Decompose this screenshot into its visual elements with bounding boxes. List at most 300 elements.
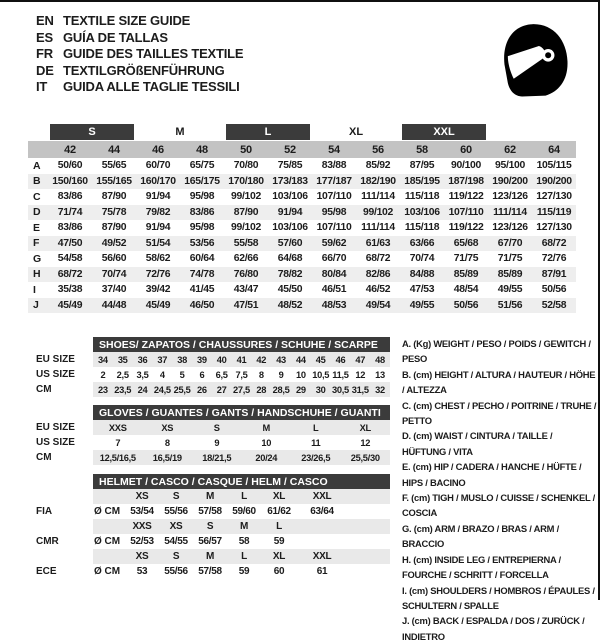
helmet-value-row (35, 504, 390, 519)
helmet-size-label: XS (125, 549, 159, 564)
helmet-size-label: L (227, 489, 261, 504)
size-cell: 8 (258, 369, 264, 380)
helmet-size-value: 52/53 (130, 536, 154, 547)
measure-row-c (28, 189, 576, 205)
size-cell: M (242, 420, 292, 435)
size-cell: 47 (350, 352, 370, 367)
size-cell: 24 (133, 382, 153, 397)
size-cell: 40 (212, 352, 232, 367)
measure-cell: 123/126 (492, 191, 528, 203)
helmet-size-label: XS (159, 519, 193, 534)
size-cell: 41 (232, 352, 252, 367)
measure-cell: 62/66 (233, 253, 259, 265)
helmet-size-value: 55/56 (164, 506, 188, 517)
legend-item: F. (cm) TIGH / MUSLO / CUISSE / SCHENKEL / COSCIA (402, 492, 595, 519)
measure-cell: 95/98 (189, 222, 215, 234)
measure-cell: 49/54 (356, 298, 400, 314)
measure-cell: 173/183 (268, 174, 312, 190)
measure-cell: 70/80 (233, 160, 259, 172)
legend-item: H. (cm) INSIDE LEG / ENTREPIERNA / FOURCHE / SCHRITT / FORCELLA (402, 553, 561, 581)
measure-cell: 43/47 (233, 284, 259, 296)
section-header: HELMET / CASCO / CASQUE / HELM / CASCO (93, 474, 390, 489)
size-cell: L (291, 420, 341, 435)
size-cell: 5 (179, 369, 185, 380)
size-cell: 42 (251, 352, 271, 367)
size-cell: 9 (278, 369, 284, 380)
size-cell: 30,5 (331, 382, 351, 397)
helmet-size-label: L (261, 519, 297, 534)
measure-cell: 111/114 (361, 222, 395, 234)
size-number: 56 (356, 141, 400, 158)
measure-cell: 85/92 (365, 160, 391, 172)
section-header: SHOES/ ZAPATOS / CHAUSSURES / SCHUHE / SCARPE (93, 337, 390, 352)
measure-cell: 47/51 (224, 298, 268, 314)
title-lang: DE (36, 62, 54, 78)
measure-cell: 72/76 (136, 267, 180, 283)
gloves-size-table (35, 405, 390, 465)
measure-cell: 71/74 (48, 205, 92, 221)
legend-item: D. (cm) WAIST / CINTURA / TAILLE / HÜFTUNG / VITA (402, 430, 553, 457)
size-cell: 48 (370, 352, 390, 367)
measure-cell: 78/82 (268, 267, 312, 283)
title-row (36, 46, 243, 63)
helmet-cm-prefix: Ø CM (93, 504, 125, 519)
measure-cell: 48/52 (268, 298, 312, 314)
measure-cell: 50/60 (57, 160, 83, 172)
helmet-size-table (35, 474, 390, 579)
helmet-size-value: 53 (136, 566, 148, 577)
measure-row-h (28, 267, 576, 283)
size-cell: 13 (375, 369, 385, 380)
measure-cell: 72/76 (541, 253, 567, 265)
measure-cell: 190/200 (488, 174, 532, 190)
helmet-size-row (35, 549, 390, 564)
measure-cell: 74/78 (180, 267, 224, 283)
helmet-standard-label: ECE (35, 564, 93, 579)
legend-item: A. (Kg) WEIGHT / PESO / POIDS / GEWITCH / PESO (402, 338, 591, 365)
measure-cell: 47/53 (409, 284, 435, 296)
measure-cell: 127/130 (536, 222, 572, 234)
size-cell: 20/24 (242, 450, 292, 465)
measure-cell: 46/52 (365, 284, 391, 296)
helmet-size-value: 57/58 (198, 566, 222, 577)
section-header-row (35, 337, 390, 352)
measure-cell: 51/54 (136, 236, 180, 252)
measure-cell: 45/49 (48, 298, 92, 314)
size-cell: 23,5 (113, 382, 133, 397)
measure-cell: 87/90 (101, 222, 127, 234)
size-cell: S (192, 420, 242, 435)
measure-cell: 99/102 (356, 205, 400, 221)
size-cell: 23 (93, 382, 113, 397)
measure-cell: 71/75 (453, 253, 479, 265)
measure-cell: 103/106 (400, 205, 444, 221)
measure-row-label: B (28, 174, 48, 190)
size-band-l: L (226, 124, 310, 140)
size-cell: 46 (331, 352, 351, 367)
helmet-size-value: 58 (238, 536, 250, 547)
size-cell: XL (341, 420, 391, 435)
size-cell: 2,5 (116, 369, 129, 380)
size-cell: 38 (172, 352, 192, 367)
measure-cell: 58/62 (145, 253, 171, 265)
shoes-size-table-inner (35, 337, 390, 397)
measure-cell: 54/58 (57, 253, 83, 265)
size-row (35, 420, 390, 435)
measure-row-f (28, 236, 576, 252)
title-lang: FR (36, 46, 53, 61)
title-lang: IT (36, 79, 48, 94)
measure-cell: 155/165 (92, 174, 136, 190)
helmet-size-label: L (227, 549, 261, 564)
size-cell: 25,5 (172, 382, 192, 397)
size-number: 58 (400, 141, 444, 158)
measure-cell: 123/126 (492, 222, 528, 234)
size-band-xxl: XXL (402, 124, 486, 140)
helmet-size-value: 59/60 (232, 506, 256, 517)
helmet-size-value: 53/54 (130, 506, 154, 517)
section-header-row (35, 474, 390, 489)
helmet-size-label: XL (261, 549, 297, 564)
helmet-size-value: 54/55 (164, 536, 188, 547)
size-cell: 2 (100, 369, 106, 380)
measure-cell: 107/110 (316, 191, 352, 203)
size-band-xl: XL (349, 126, 364, 138)
measure-cell: 91/94 (145, 222, 171, 234)
size-row-label: CM (35, 450, 93, 465)
size-cell: 28 (251, 382, 271, 397)
size-row (35, 382, 390, 397)
legend-item: G. (cm) ARM / BRAZO / BRAS / ARM / BRACCIO (402, 522, 559, 550)
gloves-size-table-inner (35, 405, 390, 465)
helmet-standard-label: CMR (35, 534, 93, 549)
measure-row-a (28, 158, 576, 174)
measure-cell: 90/100 (451, 160, 482, 172)
measure-row-label: F (28, 236, 48, 252)
measure-cell: 79/82 (136, 205, 180, 221)
measure-row-j (28, 298, 576, 314)
measure-cell: 111/114 (361, 191, 395, 203)
size-cell: 29 (291, 382, 311, 397)
title-text: TEXTILGRÖßENFÜHRUNG (63, 62, 225, 78)
measure-cell: 39/42 (145, 284, 171, 296)
size-cell: 27,5 (232, 382, 252, 397)
measure-cell: 95/98 (189, 191, 215, 203)
size-cell: 11,5 (332, 369, 349, 380)
measure-row-label: I (33, 283, 36, 296)
measure-cell: 64/68 (277, 253, 303, 265)
title-lang: ES (36, 29, 53, 45)
measure-cell: 119/122 (448, 222, 484, 234)
section-header-row (35, 405, 390, 420)
title-row (36, 63, 243, 80)
title-row (36, 79, 243, 96)
measure-row-label: J (28, 298, 48, 314)
size-band-m: M (175, 126, 185, 138)
legend-item: E. (cm) HIP / CADERA / HANCHE / HÜFTE / HIPS / BACINO (402, 461, 582, 488)
measure-cell: 56/60 (101, 253, 127, 265)
measure-cell: 99/102 (231, 222, 261, 234)
legend-item: C. (cm) CHEST / PECHO / POITRINE / TRUHE / PETTO (402, 399, 597, 427)
measure-cell: 105/115 (536, 160, 572, 172)
measure-cell: 91/94 (268, 205, 312, 221)
measure-cell: 80/84 (312, 267, 356, 283)
helmet-cm-prefix: Ø CM (93, 534, 125, 549)
measure-cell: 127/130 (536, 191, 572, 203)
size-cell: 3,5 (136, 369, 149, 380)
measure-row-d (28, 205, 576, 221)
legend-item: J. (cm) BACK / ESPALDA / DOS / ZURÜCK / INDIETRO (402, 615, 585, 642)
measure-row-b (28, 174, 576, 190)
measure-cell: 187/198 (444, 174, 488, 190)
size-cell: 10 (261, 437, 272, 448)
measure-cell: 85/89 (488, 267, 532, 283)
helmet-standard-label: FIA (35, 504, 93, 519)
measure-cell: 49/52 (92, 236, 136, 252)
helmet-size-value: 61 (316, 566, 328, 577)
legend-item: I. (cm) SHOULDERS / HOMBROS / ÉPAULES / SCHULTERN / SPALLE (402, 584, 595, 611)
measure-row-label: H (28, 267, 48, 283)
size-number: 42 (48, 141, 92, 158)
measure-row-label: E (33, 221, 40, 234)
measure-cell: 49/55 (497, 284, 523, 296)
measure-cell: 103/106 (272, 191, 308, 203)
helmet-size-label: S (193, 519, 227, 534)
size-row-label: US SIZE (35, 367, 93, 382)
size-number: 62 (488, 141, 532, 158)
size-cell: 9 (214, 437, 220, 448)
size-cell: XS (143, 420, 193, 435)
measure-cell: 182/190 (356, 174, 400, 190)
measure-row-label: C (33, 190, 41, 203)
size-cell: 32 (370, 382, 390, 397)
measure-cell: 68/72 (48, 267, 92, 283)
measure-cell: 115/118 (404, 222, 440, 234)
measure-row-label: A (33, 159, 41, 172)
measure-cell: 91/94 (145, 191, 171, 203)
size-row-label: EU SIZE (35, 420, 93, 435)
measure-cell: 55/58 (224, 236, 268, 252)
measure-cell: 70/74 (92, 267, 136, 283)
size-cell: 23/26,5 (291, 450, 341, 465)
size-cell: 11 (311, 437, 321, 448)
size-cell: 12 (355, 369, 366, 380)
measure-cell: 103/106 (272, 222, 308, 234)
measure-cell: 50/56 (541, 284, 567, 296)
measure-cell: 87/95 (409, 160, 435, 172)
size-cell: 43 (271, 352, 291, 367)
size-cell: XXS (93, 420, 143, 435)
size-row-label: EU SIZE (35, 352, 93, 367)
measure-cell: 44/48 (92, 298, 136, 314)
measure-cell: 45/50 (277, 284, 303, 296)
size-row (35, 367, 390, 382)
measure-cell: 83/86 (180, 205, 224, 221)
size-cell: 44 (291, 352, 311, 367)
helmet-size-label: XS (125, 489, 159, 504)
measure-cell: 48/53 (312, 298, 356, 314)
helmet-size-value: 59 (238, 566, 250, 577)
measure-cell: 48/54 (453, 284, 479, 296)
measure-row-i (28, 282, 576, 298)
measure-cell: 65/75 (189, 160, 215, 172)
measure-cell: 60/64 (189, 253, 215, 265)
size-cell: 10 (295, 369, 306, 380)
measure-cell: 107/110 (316, 222, 352, 234)
section-header: GLOVES / GUANTES / GANTS / HANDSCHUHE / GUANTI (93, 405, 390, 420)
size-cell: 7,5 (235, 369, 248, 380)
size-band-s: S (50, 124, 134, 140)
size-number: 46 (136, 141, 180, 158)
measure-row-label: G (33, 252, 41, 265)
size-number: 60 (444, 141, 488, 158)
measure-cell: 61/63 (356, 236, 400, 252)
title-text: TEXTILE SIZE GUIDE (63, 13, 191, 28)
measure-cell: 95/98 (312, 205, 356, 221)
title-text: GUIDA ALLE TAGLIE TESSILI (63, 79, 240, 94)
measure-cell: 59/62 (312, 236, 356, 252)
size-number-row (28, 141, 576, 158)
helmet-size-label: XL (261, 489, 297, 504)
size-cell: 34 (93, 352, 113, 367)
measure-cell: 85/89 (444, 267, 488, 283)
size-cell: 18/21,5 (192, 450, 242, 465)
size-row-label: US SIZE (35, 435, 93, 450)
size-cell: 39 (192, 352, 212, 367)
size-cell: 12 (360, 437, 371, 448)
measure-cell: 150/160 (48, 174, 92, 190)
legend-item: B. (cm) HEIGHT / ALTURA / HAUTEUR / HÖHE / ALTEZZA (402, 368, 596, 396)
helmet-value-row (35, 564, 390, 579)
helmet-size-label: M (193, 549, 227, 564)
measure-cell: 84/88 (400, 267, 444, 283)
size-row (35, 450, 390, 465)
measure-cell: 115/118 (404, 191, 440, 203)
measure-cell: 47/50 (48, 236, 92, 252)
size-cell: 37 (152, 352, 172, 367)
title-text: GUÍA DE TALLAS (63, 29, 168, 45)
title-block (36, 13, 243, 96)
helmet-size-label: XXL (297, 489, 347, 504)
measure-cell: 37/40 (101, 284, 127, 296)
size-cell: 6,5 (215, 369, 228, 380)
measure-cell: 57/60 (268, 236, 312, 252)
size-cell: 7 (115, 437, 121, 448)
measure-cell: 66/70 (321, 253, 347, 265)
helmet-icon (486, 16, 570, 108)
size-cell: 12,5/16,5 (93, 450, 143, 465)
measure-cell: 119/122 (448, 191, 484, 203)
size-row (35, 352, 390, 367)
size-cell: 45 (311, 352, 331, 367)
helmet-size-label: XXL (297, 549, 347, 564)
measure-cell: 76/80 (224, 267, 268, 283)
size-band-row (28, 123, 576, 141)
helmet-size-row (35, 519, 390, 534)
measure-cell: 52/58 (532, 298, 576, 314)
measure-cell: 83/86 (57, 222, 83, 234)
size-number: 54 (312, 141, 356, 158)
measure-cell: 75/85 (277, 160, 303, 172)
size-number: 48 (180, 141, 224, 158)
title-text: GUIDE DES TAILLES TEXTILE (63, 46, 244, 61)
measure-cell: 99/102 (231, 191, 261, 203)
measure-cell: 70/74 (409, 253, 435, 265)
measure-cell: 53/56 (180, 236, 224, 252)
measure-cell: 87/90 (101, 191, 127, 203)
measure-cell: 160/170 (136, 174, 180, 190)
title-row (36, 30, 243, 47)
size-number: 50 (224, 141, 268, 158)
size-cell: 24,5 (152, 382, 172, 397)
helmet-size-label: XXS (125, 519, 159, 534)
size-cell: 16,5/19 (143, 450, 193, 465)
size-cell: 26 (192, 382, 212, 397)
size-row (35, 435, 390, 450)
size-cell: 27 (212, 382, 232, 397)
measure-cell: 107/110 (444, 205, 488, 221)
measure-cell: 63/66 (400, 236, 444, 252)
measure-cell: 51/56 (488, 298, 532, 314)
measure-cell: 67/70 (488, 236, 532, 252)
shoes-size-table (35, 337, 390, 397)
helmet-size-label: S (159, 549, 193, 564)
measure-cell: 165/175 (180, 174, 224, 190)
measure-row-e (28, 220, 576, 236)
measure-cell: 45/49 (136, 298, 180, 314)
measure-cell: 46/50 (180, 298, 224, 314)
measure-cell: 41/45 (189, 284, 215, 296)
measure-cell: 35/38 (57, 284, 83, 296)
measure-cell: 55/65 (101, 160, 127, 172)
helmet-size-label: M (193, 489, 227, 504)
size-cell: 31,5 (350, 382, 370, 397)
measure-cell: 60/70 (145, 160, 171, 172)
measure-cell: 95/100 (495, 160, 526, 172)
title-lang: EN (36, 13, 54, 28)
measure-cell: 75/78 (92, 205, 136, 221)
size-cell: 30 (311, 382, 331, 397)
measure-cell: 49/55 (400, 298, 444, 314)
title-row (36, 13, 243, 30)
helmet-size-value: 56/57 (198, 536, 222, 547)
measure-cell: 115/119 (532, 205, 576, 221)
helmet-size-value (297, 534, 347, 549)
measure-cell: 185/195 (400, 174, 444, 190)
size-cell: 4 (159, 369, 165, 380)
size-cell: 8 (164, 437, 170, 448)
measure-cell: 87/91 (532, 267, 576, 283)
measure-row-label: D (28, 205, 48, 221)
size-cell: 6 (199, 369, 205, 380)
helmet-size-row (35, 489, 390, 504)
helmet-size-value: 61/62 (267, 506, 291, 517)
measure-cell: 111/114 (488, 205, 532, 221)
measure-cell: 82/86 (356, 267, 400, 283)
size-cell: 36 (133, 352, 153, 367)
size-cell: 35 (113, 352, 133, 367)
measure-cell: 50/56 (444, 298, 488, 314)
measure-cell: 190/200 (532, 174, 576, 190)
measure-cell: 65/68 (444, 236, 488, 252)
helmet-size-value: 63/64 (310, 506, 334, 517)
measure-cell: 87/90 (224, 205, 268, 221)
main-table (28, 123, 576, 313)
size-cell: 25,5/30 (341, 450, 391, 465)
size-cell: 28,5 (271, 382, 291, 397)
helmet-size-value: 57/58 (198, 506, 222, 517)
size-number: 52 (268, 141, 312, 158)
